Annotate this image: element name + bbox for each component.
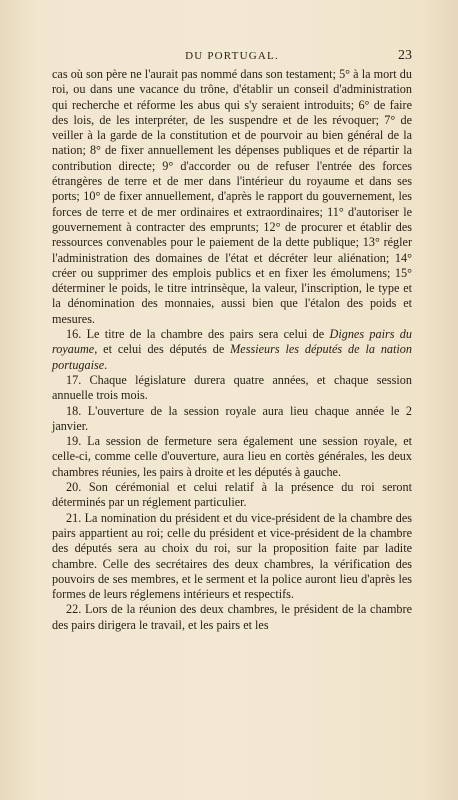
article-16 (52, 327, 412, 373)
article-16-part-a: 16. Le titre de la chambre des pairs sera celui de (66, 327, 330, 342)
article-20: 20. Son cérémonial et celui relatif à la présence du roi seront déterminés par un réglement particulier. (52, 480, 412, 510)
article-16-part-e: . (104, 357, 108, 372)
article-19: 19. La session de fermeture sera également une session royale, et celle-ci, comme celle d'ouverture, aura lieu en cortès générales, les deux chambres réunies, les pairs à droite et les députés à gauche. (52, 434, 412, 479)
article-16-title-deputes: Messieurs les députés de la nation portugaise (52, 342, 412, 372)
running-head: DU PORTUGAL. (185, 50, 279, 62)
article-16-part-c: , et celui des députés de (94, 342, 231, 357)
paragraph-continued: cas où son père ne l'aurait pas nommé dans son testament; 5° à la mort du roi, ou dans une vacance du trône, d'établir un conseil d'administration qui recherche et réforme les abus qui s'y seraient introduits; 6° de faire des lois, de les interpréter, de les suspendre et de les révoquer; 7° de veiller à la garde de la constitution et de pourvoir au bien général de la nation; 8° de fixer annuellement les dépenses publiques et de répartir la contribution directe; 9° d'accorder ou de refuser l'entrée des forces étrangères de terre et de mer dans l'intérieur du royaume et dans ses ports; 10° de fixer annuellement, d'après le rapport du gouvernement, les forces de terre et de mer ordinaires et extraordinaires; 11° d'autoriser le gouvernement à contracter des emprunts; 12° de procurer et établir des ressources convenables pour le paiement de la dette publique; 13° régler l'administration des domaines de l'état et décréter leur aliénation; 14° créer ou supprimer des emplois publics et en fixer les émolumens; 15° déterminer le poids, le titre intrinsèque, la valeur, l'inscription, le type et la dénomination des monnaies, aussi bien que l'étalon des poids et mesures. (52, 67, 412, 326)
page-header (52, 48, 412, 66)
article-21: 21. La nomination du président et du vice-président de la chambre des pairs appartient au roi; celle du président et vice-président de la chambre des députés sera au choix du roi, sur la proposition faite par ladite chambre. Celle des secrétaires des deux chambres, la vérification des pouvoirs de ses membres, et le serment et la police auront lieu d'après les formes de leurs réglemens intérieurs et respectifs. (52, 510, 412, 602)
page-body (52, 67, 412, 633)
page-number: 23 (398, 48, 412, 63)
article-17: 17. Chaque législature durera quatre années, et chaque session annuelle trois mois. (52, 372, 412, 403)
article-22: 22. Lors de la réunion des deux chambres, le président de la chambre des pairs dirigera le travail, et les pairs et les (52, 602, 412, 632)
article-16-title-pairs: Dignes pairs du royaume (52, 327, 412, 357)
article-18: 18. L'ouverture de la session royale aura lieu chaque année le 2 janvier. (52, 403, 412, 433)
